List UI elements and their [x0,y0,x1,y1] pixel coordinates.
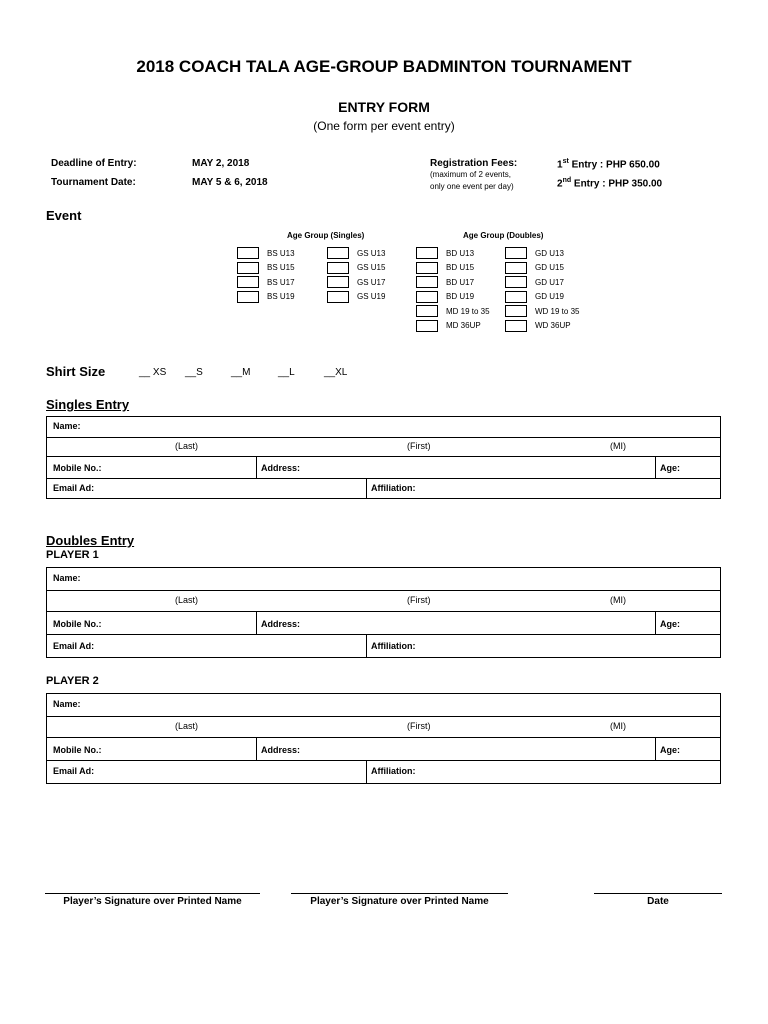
shirt-option-m[interactable]: __M [231,367,251,378]
shirt-option-xs[interactable]: __ XS [139,367,167,378]
fees-note-2: only one event per day) [430,182,514,191]
mobile-label[interactable]: Mobile No.: [53,619,102,629]
event-checkbox[interactable] [416,262,438,274]
fee-first-text: Entry : PHP 650.00 [568,159,660,171]
event-checkbox-label: BS U15 [267,263,295,272]
affiliation-label[interactable]: Affiliation: [371,641,416,651]
email-label[interactable]: Email Ad: [53,641,95,651]
doubles-girls-women-option[interactable] [505,246,564,260]
event-checkbox[interactable] [327,276,349,288]
doubles-boys-men-option[interactable] [416,304,490,318]
event-checkbox[interactable] [237,291,259,303]
player-signature-label-1: Player’s Signature over Printed Name [63,896,242,907]
singles-girls-option[interactable] [327,261,385,275]
name-row[interactable] [47,568,720,591]
doubles-girls-women-option[interactable] [505,275,564,289]
event-checkbox-label: GS U17 [357,277,386,287]
event-checkbox[interactable] [416,247,438,259]
affiliation-label[interactable]: Affiliation: [371,766,416,776]
doubles-boys-men-option[interactable] [416,246,474,260]
singles-boys-option[interactable] [237,246,295,260]
player-signature-label-2: Player’s Signature over Printed Name [310,896,489,907]
event-checkbox-label: BD U13 [446,248,475,258]
fees-note-1: (maximum of 2 events, [430,170,511,179]
address-label[interactable]: Address: [261,463,301,473]
shirt-option-l[interactable]: __L [278,367,295,378]
event-checkbox[interactable] [416,320,438,332]
player1-heading: PLAYER 1 [46,549,99,561]
singles-age-group-header: Age Group (Singles) [287,231,365,240]
event-checkbox[interactable] [505,247,527,259]
fee-first-sup: st [562,158,569,165]
deadline-label: Deadline of Entry: [51,158,137,169]
event-checkbox[interactable] [505,291,527,303]
age-label[interactable]: Age: [660,745,680,755]
fees-label: Registration Fees: [430,158,518,169]
name-label: Name: [53,573,81,583]
name-label: Name: [53,421,81,431]
event-checkbox[interactable] [327,262,349,274]
last-hint: (Last) [175,595,199,605]
event-checkbox-label: BS U13 [267,248,295,258]
event-checkbox-label: WD 19 to 35 [535,306,580,316]
email-label[interactable]: Email Ad: [53,766,95,776]
email-row [47,635,720,657]
age-label[interactable]: Age: [660,463,680,473]
tournament-date-label: Tournament Date: [51,177,136,188]
fee-first-num: 1 [557,159,563,171]
doubles-girls-women-option[interactable] [505,319,571,333]
address-label[interactable]: Address: [261,745,301,755]
divider [256,456,257,478]
signature-line-2[interactable] [291,893,508,894]
doubles-girls-women-option[interactable] [505,304,579,318]
first-hint: (First) [407,721,431,731]
fee-second-text: Entry : PHP 350.00 [571,178,663,190]
singles-boys-option[interactable] [237,261,295,275]
event-checkbox-label: MD 19 to 35 [446,306,490,316]
email-label[interactable]: Email Ad: [53,483,95,493]
mobile-label[interactable]: Mobile No.: [53,745,102,755]
name-sub-row [47,591,720,635]
shirt-size-label: Shirt Size [46,364,106,379]
name-sub-row [47,717,720,761]
email-row [47,761,720,783]
affiliation-label[interactable]: Affiliation: [371,483,416,493]
doubles-boys-men-option[interactable] [416,290,474,304]
event-checkbox-label: BD U17 [446,277,475,287]
fee-second-num: 2 [557,178,563,190]
fee-second-entry [557,177,662,189]
shirt-option-s[interactable]: __S [185,367,203,378]
name-sub-row [47,438,720,479]
event-checkbox[interactable] [237,247,259,259]
divider [655,456,656,478]
event-checkbox[interactable] [505,305,527,317]
divider [256,737,257,760]
divider [655,611,656,634]
deadline-value: MAY 2, 2018 [192,158,250,169]
singles-girls-option[interactable] [327,246,385,260]
doubles-boys-men-option[interactable] [416,261,474,275]
singles-entry-heading: Singles Entry [46,397,130,412]
event-checkbox-label: GS U15 [357,263,386,272]
event-checkbox-label: GS U13 [357,248,386,258]
event-checkbox[interactable] [237,262,259,274]
name-label: Name: [53,699,81,709]
divider [47,737,720,738]
event-checkbox-label: BD U19 [446,292,475,301]
first-hint: (First) [407,595,431,605]
tournament-title: 2018 COACH TALA AGE-GROUP BADMINTON TOURNAMENT [136,57,632,76]
player2-table [46,693,721,784]
address-label[interactable]: Address: [261,619,301,629]
divider [366,761,367,783]
event-checkbox-label: GS U19 [357,292,386,301]
event-checkbox-label: MD 36UP [446,321,481,330]
event-checkbox-label: GD U15 [535,263,564,272]
divider [256,611,257,634]
event-checkbox-label: GD U17 [535,277,564,287]
event-checkbox[interactable] [237,276,259,288]
event-checkbox[interactable] [505,276,527,288]
mi-hint: (MI) [610,721,626,731]
form-title: ENTRY FORM [338,99,430,115]
mobile-label[interactable]: Mobile No.: [53,463,102,473]
date-label: Date [647,896,669,907]
mi-hint: (MI) [610,595,626,605]
event-checkbox-label: BD U15 [446,263,475,272]
singles-entry-table [46,416,721,499]
event-checkbox[interactable] [327,247,349,259]
divider [47,611,720,612]
singles-boys-option[interactable] [237,290,295,304]
player1-table [46,567,721,658]
date-line[interactable] [594,893,722,894]
event-checkbox-label: BS U19 [267,292,295,301]
event-checkbox-label: GD U19 [535,292,564,301]
doubles-boys-men-option[interactable] [416,319,481,333]
event-checkbox-label: WD 36UP [535,321,571,330]
mi-hint: (MI) [610,441,626,451]
doubles-boys-men-option[interactable] [416,275,474,289]
fee-second-sup: nd [562,177,572,184]
last-hint: (Last) [175,441,199,451]
event-checkbox[interactable] [416,305,438,317]
first-hint: (First) [407,441,431,451]
email-row [47,479,720,498]
event-checkbox-label: BS U17 [267,277,295,287]
last-hint: (Last) [175,721,199,731]
divider [366,635,367,657]
doubles-entry-heading: Doubles Entry [46,533,135,548]
event-checkbox[interactable] [327,291,349,303]
divider [655,737,656,760]
event-checkbox[interactable] [416,291,438,303]
name-row[interactable] [47,417,720,438]
event-heading: Event [46,208,82,223]
event-checkbox[interactable] [416,276,438,288]
doubles-age-group-header: Age Group (Doubles) [463,231,544,240]
tournament-date-value: MAY 5 & 6, 2018 [192,177,268,188]
divider [47,456,720,457]
signature-line-1[interactable] [45,893,260,894]
doubles-girls-women-option[interactable] [505,261,564,275]
name-row[interactable] [47,694,720,717]
fee-first-entry [557,158,660,170]
singles-girls-option[interactable] [327,275,385,289]
event-checkbox-label: GD U13 [535,248,564,258]
event-checkbox[interactable] [505,262,527,274]
player2-heading: PLAYER 2 [46,675,99,687]
age-label[interactable]: Age: [660,619,680,629]
event-checkbox[interactable] [505,320,527,332]
doubles-girls-women-option[interactable] [505,290,564,304]
singles-boys-option[interactable] [237,275,295,289]
divider [366,479,367,498]
shirt-option-xl[interactable]: __XL [324,367,348,378]
form-subtitle: (One form per event entry) [313,119,455,133]
singles-girls-option[interactable] [327,290,385,304]
